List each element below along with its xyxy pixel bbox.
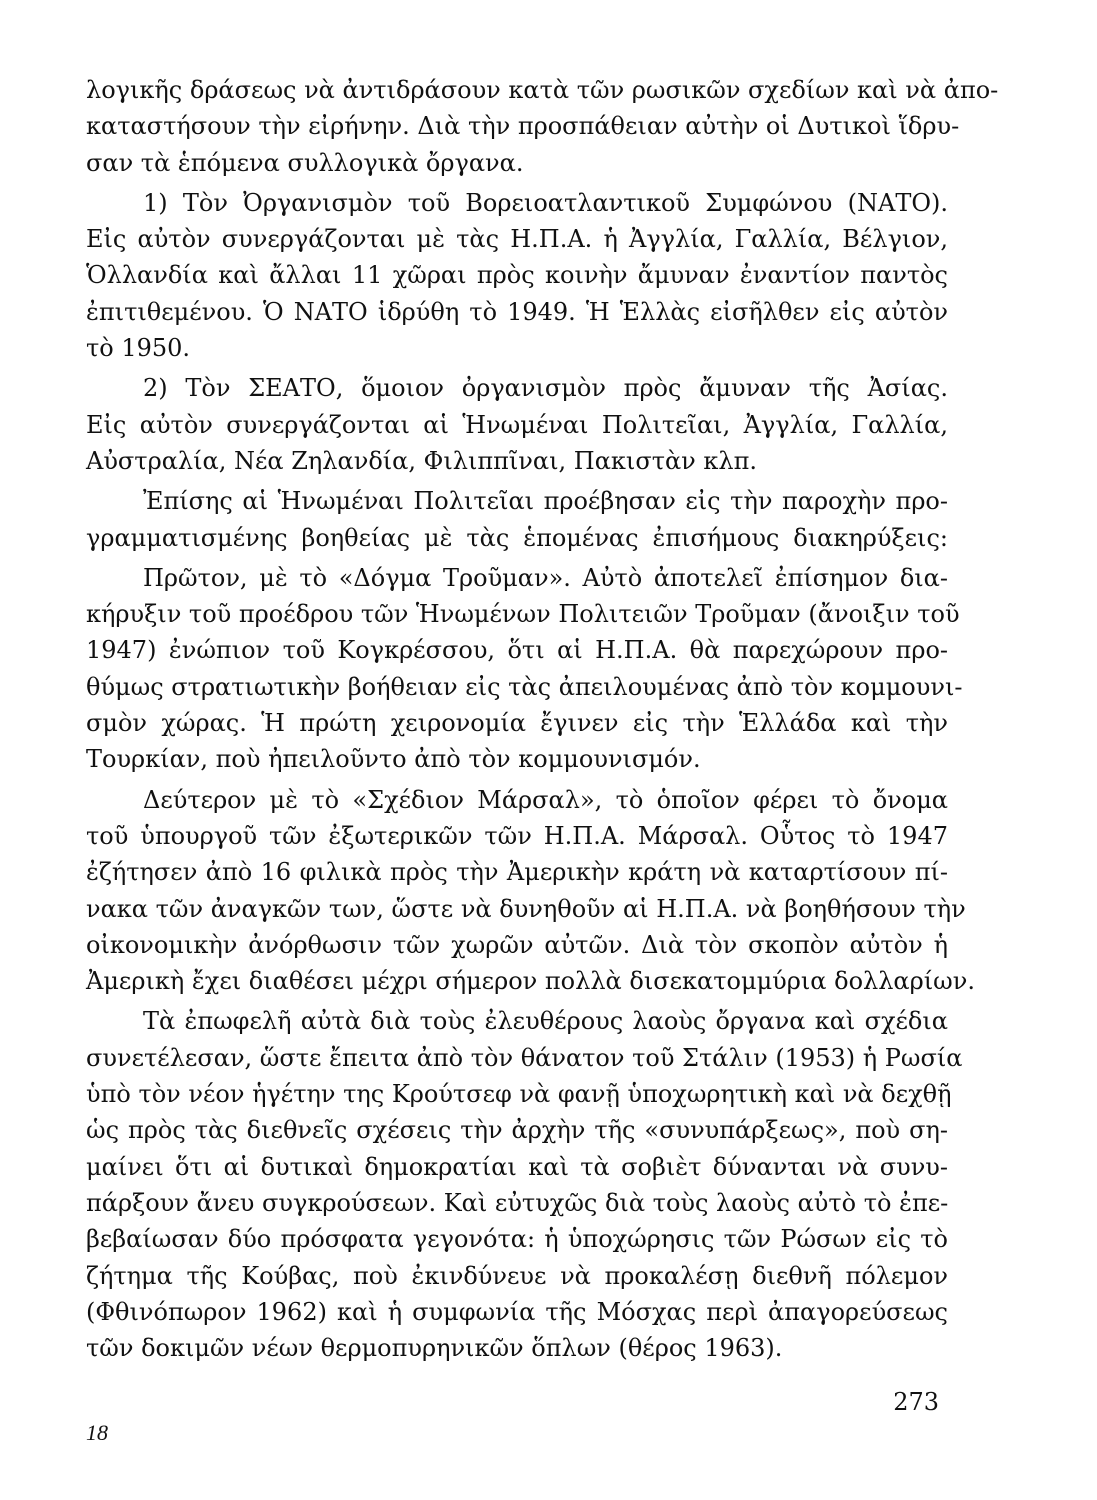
text-line: συνετέλεσαν, ὥστε ἔπειτα ἀπὸ τὸν θάνατον τοῦ Στάλιν (1953) ἡ Ρωσία <box>86 1043 963 1072</box>
page-number: 273 <box>893 1388 939 1416</box>
text-line: ὡς πρὸς τὰς διεθνεῖς σχέσεις τὴν ἀρχὴν τῆς «συνυπάρξεως», ποὺ ση- <box>86 1116 948 1145</box>
text-line: Ἐπίσης αἱ Ἡνωμέναι Πολιτεῖαι προέβησαν εἰς τὴν παροχὴν προ- <box>143 487 948 516</box>
text-line: σαν τὰ ἑπόμενα συλλογικὰ ὄργανα. <box>86 148 524 177</box>
text-line: λογικῆς δράσεως νὰ ἀντιδράσουν κατὰ τῶν ρωσικῶν σχεδίων καὶ νὰ ἀπο- <box>86 76 999 104</box>
text-line: νακα τῶν ἀναγκῶν των, ὥστε νὰ δυνηθοῦν αἱ Η.Π.Α. νὰ βοηθήσουν τὴν <box>86 894 966 923</box>
text-line: 2) Τὸν ΣΕΑΤΟ, ὅμοιον ὀργανισμὸν πρὸς ἄμυναν τῆς Ἀσίας. <box>143 374 948 403</box>
text-line: τὸ 1950. <box>86 334 191 363</box>
text-line: Πρῶτον, μὲ τὸ «Δόγμα Τροῦμαν». Αὐτὸ ἀποτελεῖ ἐπίσημον δια- <box>143 563 948 592</box>
text-line: ζήτημα τῆς Κούβας, ποὺ ἐκινδύνευε νὰ προκαλέσῃ διεθνῆ πόλεμον <box>86 1261 948 1290</box>
text-line: (Φθινόπωρον 1962) καὶ ἡ συμφωνία τῆς Μόσχας περὶ ἀπαγορεύσεως <box>86 1297 948 1326</box>
signature-mark: 18 <box>86 1420 108 1445</box>
text-line: καταστήσουν τὴν εἰρήνην. Διὰ τὴν προσπάθειαν αὐτὴν οἱ Δυτικοὶ ἵδρυ- <box>86 112 960 141</box>
page-body-text <box>86 72 999 1366</box>
text-line: 1) Τὸν Ὀργανισμὸν τοῦ Βορειοατλαντικοῦ Συμφώνου (ΝΑΤΟ). <box>143 188 948 217</box>
text-line: τῶν δοκιμῶν νέων θερμοπυρηνικῶν ὅπλων (θέρος 1963). <box>86 1334 783 1363</box>
text-line: Τουρκίαν, ποὺ ἠπειλοῦντο ἀπὸ τὸν κομμουνισμόν. <box>86 745 701 774</box>
text-line: 1947) ἐνώπιον τοῦ Κογκρέσσου, ὅτι αἱ Η.Π.Α. θὰ παρεχώρουν προ- <box>86 636 948 665</box>
text-line: Ὁλλανδία καὶ ἄλλαι 11 χῶραι πρὸς κοινὴν ἄμυναν ἐναντίον παντὸς <box>86 261 948 290</box>
text-line: μαίνει ὅτι αἱ δυτικαὶ δημοκρατίαι καὶ τὰ σοβιὲτ δύνανται νὰ συνυ- <box>86 1152 948 1181</box>
text-line: ἐπιτιθεμένου. Ὁ ΝΑΤΟ ἱδρύθη τὸ 1949. Ἡ Ἑλλὰς εἰσῆλθεν εἰς αὐτὸν <box>86 297 948 326</box>
text-line: Ἀμερικὴ ἔχει διαθέσει μέχρι σήμερον πολλὰ δισεκατομμύρια δολλαρίων. <box>86 967 975 996</box>
text-line: πάρξουν ἄνευ συγκρούσεων. Καὶ εὐτυχῶς διὰ τοὺς λαοὺς αὐτὸ τὸ ἐπε- <box>86 1188 949 1217</box>
text-line: Αὐστραλία, Νέα Ζηλανδία, Φιλιππῖναι, Πακιστὰν κλπ. <box>86 446 758 475</box>
text-line: Τὰ ἐπωφελῆ αὐτὰ διὰ τοὺς ἐλευθέρους λαοὺς ὄργανα καὶ σχέδια <box>143 1007 948 1036</box>
text-line: Δεύτερον μὲ τὸ «Σχέδιον Μάρσαλ», τὸ ὁποῖον φέρει τὸ ὄνομα <box>143 785 948 814</box>
text-line: βεβαίωσαν δύο πρόσφατα γεγονότα: ἡ ὑποχώρησις τῶν Ρώσων εἰς τὸ <box>86 1225 948 1254</box>
text-line: οἰκονομικὴν ἀνόρθωσιν τῶν χωρῶν αὐτῶν. Διὰ τὸν σκοπὸν αὐτὸν ἡ <box>86 930 948 959</box>
text-line: Εἰς αὐτὸν συνεργάζονται μὲ τὰς Η.Π.Α. ἡ Ἀγγλία, Γαλλία, Βέλγιον, <box>86 225 948 254</box>
text-line: ὑπὸ τὸν νέον ἡγέτην της Κρούτσεφ νὰ φανῇ ὑποχωρητικὴ καὶ νὰ δεχθῇ <box>86 1080 952 1109</box>
text-line: τοῦ ὑπουργοῦ τῶν ἐξωτερικῶν τῶν Η.Π.Α. Μάρσαλ. Οὗτος τὸ 1947 <box>86 821 948 850</box>
text-line: γραμματισμένης βοηθείας μὲ τὰς ἑπομένας ἐπισήμους διακηρύξεις: <box>86 523 948 552</box>
text-line: ἐζήτησεν ἀπὸ 16 φιλικὰ πρὸς τὴν Ἀμερικὴν κράτη νὰ καταρτίσουν πί- <box>86 858 948 887</box>
text-line: κήρυξιν τοῦ προέδρου τῶν Ἡνωμένων Πολιτειῶν Τροῦμαν (ἄνοιξιν τοῦ <box>86 600 960 629</box>
text-line: Εἰς αὐτὸν συνεργάζονται αἱ Ἡνωμέναι Πολιτεῖαι, Ἀγγλία, Γαλλία, <box>86 410 948 439</box>
text-line: θύμως στρατιωτικὴν βοήθειαν εἰς τὰς ἀπειλουμένας ἀπὸ τὸν κομμουνι- <box>86 672 963 701</box>
text-line: σμὸν χώρας. Ἡ πρώτη χειρονομία ἔγινεν εἰς τὴν Ἑλλάδα καὶ τὴν <box>86 709 948 738</box>
